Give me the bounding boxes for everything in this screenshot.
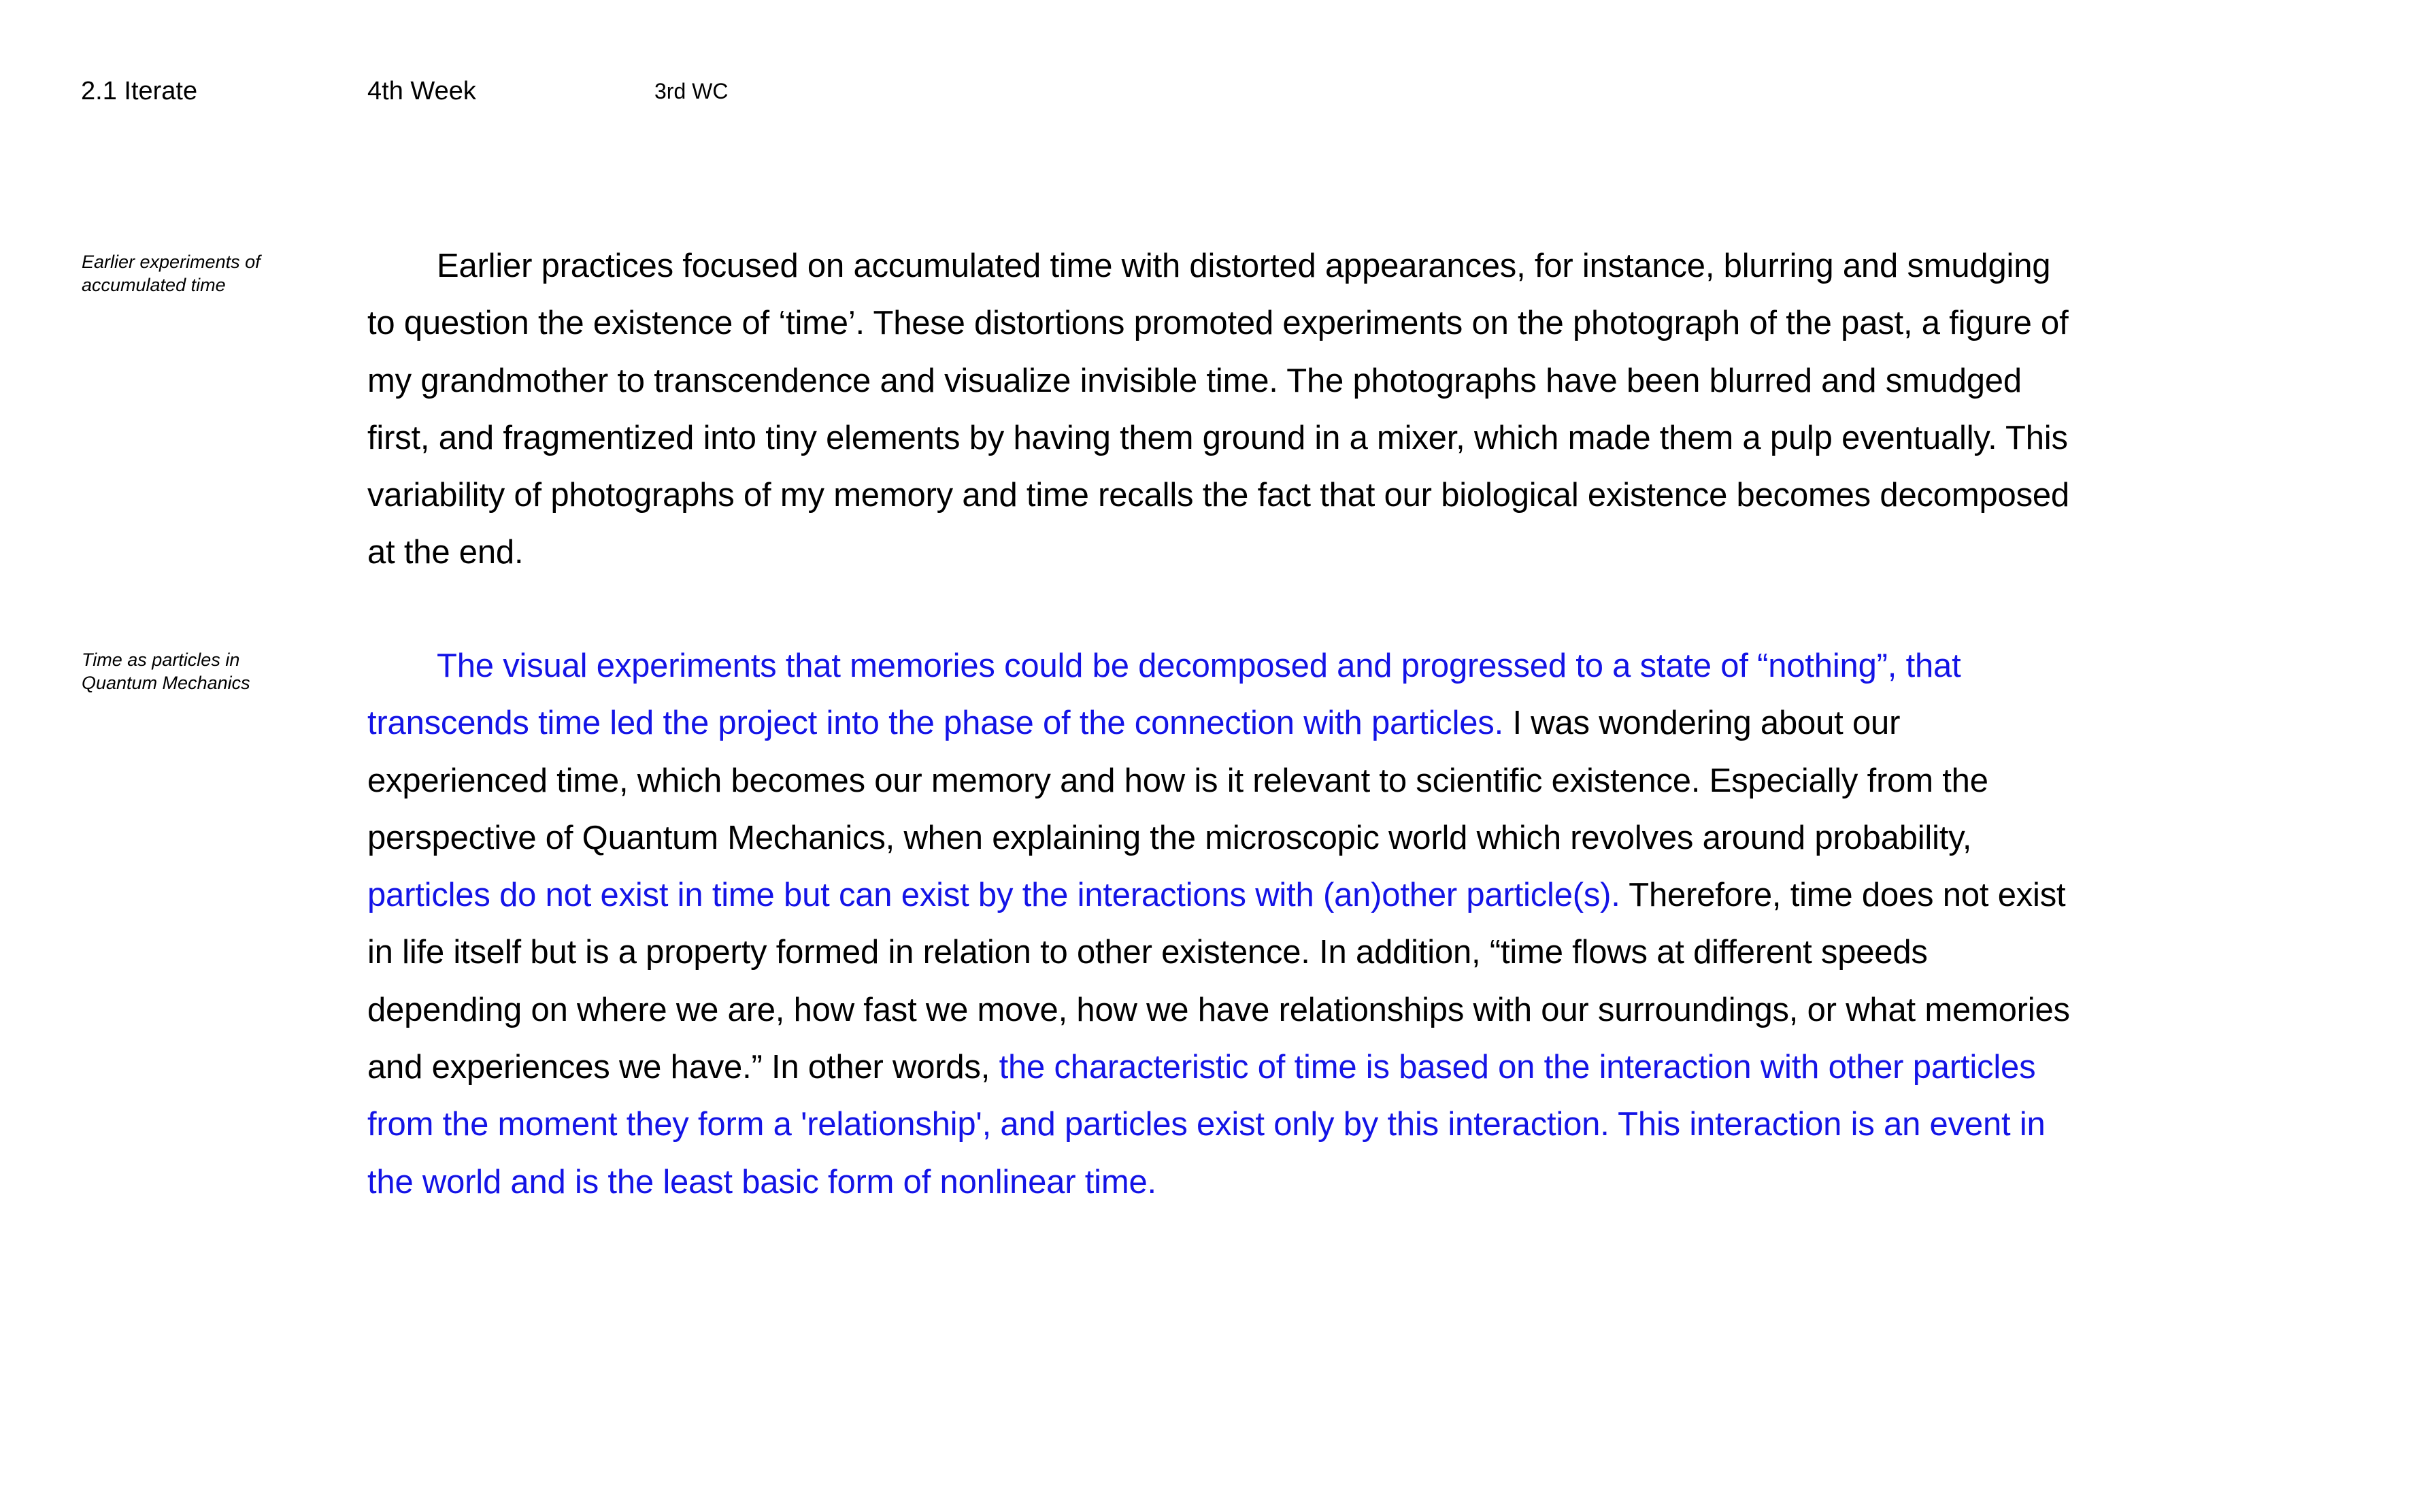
body-sentence-4: Therefore, time does not exist in life itself but is a property formed in relation to other existence. In addition, “time flows at different speeds depending on where we are, how fast we move, how we have relationships with our surroundings, or what memories and experiences we have.” In other words, <box>367 877 2070 1086</box>
side-note-accumulated-time: Earlier experiments of accumulated time <box>82 252 261 295</box>
section-label: 2.1 Iterate <box>81 77 198 105</box>
side-note-quantum-mechanics: Time as particles in Quantum Mechanics <box>82 650 250 693</box>
week-label: 4th Week <box>367 77 476 105</box>
paragraph-particles <box>367 637 2082 1211</box>
highlight-sentence-5: the characteristic of time is based on the interaction with other particles from the moment they form a 'relationship', and particles exist only by this interaction. This interaction is an event in the world and is the least basic form of nonlinear time. <box>367 1049 2046 1200</box>
paragraph-accumulated-time: Earlier practices focused on accumulated time with distorted appearances, for instance, blurring and smudging to question the existence of ‘time’. These distortions promoted experiments on the photograph of the past, a figure of my grandmother to transcendence and visualize invisible time. The photographs have been blurred and smudged first, and fragmentized into tiny elements by having them ground in a mixer, which made them a pulp eventually. This variability of photographs of my memory and time recalls the fact that our biological existence becomes decomposed at the end. <box>367 248 2069 571</box>
body-sentence-2: I was wondering about our experienced time, which becomes our memory and how is it relevant to scientific existence. Especially from the perspective of Quantum Mechanics, when explaining the microscopic world which revolves around probability, <box>367 705 1988 856</box>
highlight-sentence-1: The visual experiments that memories could be decomposed and progressed to a state of “nothing”, that transcends time led the project into the phase of the connection with particles. <box>367 648 1961 742</box>
wc-label: 3rd WC <box>654 79 729 103</box>
highlight-sentence-3: particles do not exist in time but can exist by the interactions with (an)other particle(s). <box>367 877 1620 914</box>
